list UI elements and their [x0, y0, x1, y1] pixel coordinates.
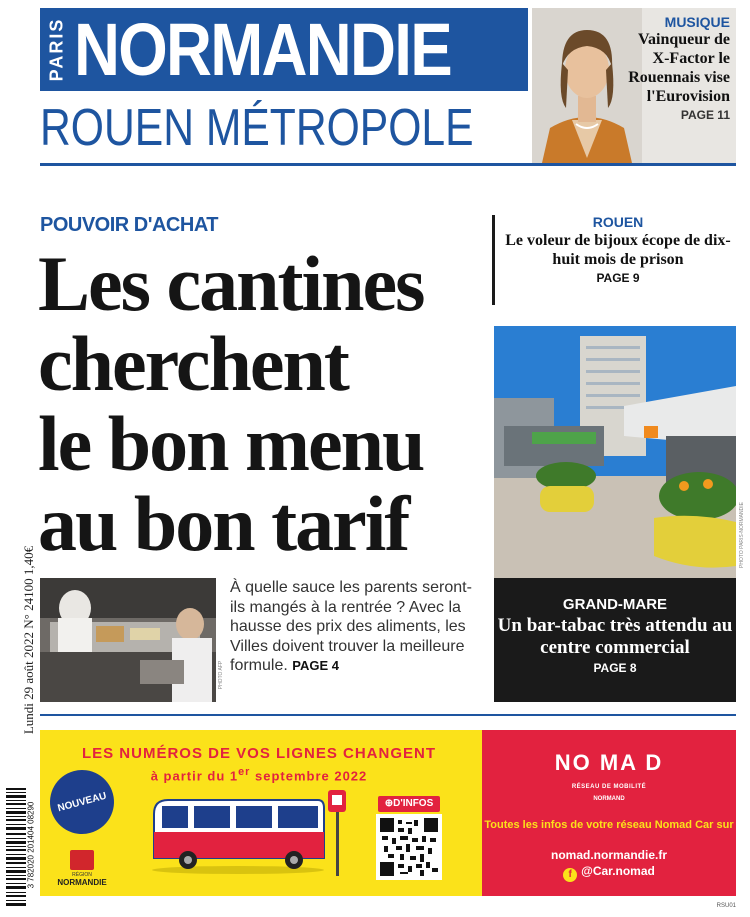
masthead-title: NORMANDIE	[74, 8, 451, 91]
bus-icon	[148, 792, 328, 874]
grand-mare-page: PAGE 8	[593, 661, 637, 675]
barcode-number: 3 782020 201404 08290	[26, 801, 36, 889]
masthead-logo[interactable]	[40, 8, 528, 91]
story-photo-credit: PHOTO AFP	[218, 660, 224, 690]
cantine-photo	[40, 578, 216, 702]
standfirst-page: PAGE 4	[292, 658, 339, 673]
rouen-title: Le voleur de bijoux écope de dix-huit mois de prison	[505, 232, 731, 268]
teaser-title[interactable]: Vainqueur de X-Factor le Rouennais vise l'Eurovision	[628, 31, 730, 105]
grand-mare-kicker: GRAND-MARE	[562, 596, 668, 613]
masthead-paris: PARIS	[46, 17, 67, 82]
barcode	[6, 786, 28, 908]
rouen-page: PAGE 9	[596, 271, 640, 285]
ad-headline: LES NUMÉROS DE VOS LIGNES CHANGENT	[81, 745, 437, 762]
page-code: RSU01	[716, 903, 736, 909]
nomad-tagline-2: NORMAND	[593, 796, 625, 802]
teaser-kicker: MUSIQUE	[664, 14, 730, 30]
grand-mare-photo	[494, 326, 736, 578]
headline-line: cherchent	[38, 320, 348, 407]
nomad-logo: NO MA D	[554, 750, 664, 775]
top-teaser[interactable]	[532, 8, 736, 163]
nomad-social[interactable]: f @Car.nomad	[482, 864, 736, 882]
issue-date-line: Lundi 29 août 2022 N° 24100 1,40€	[21, 545, 36, 735]
main-headline[interactable]	[38, 240, 488, 567]
nomad-advertisement[interactable]	[40, 730, 736, 896]
bus-stop-icon	[326, 788, 348, 876]
headline-line: le bon menu	[38, 400, 424, 487]
standfirst-text: À quelle sauce les parents seront-ils mangés à la rentrée ? Avec la hausse des prix des aliments, les Villes doivent trouver la meilleure formule.	[230, 579, 472, 674]
rouen-kicker: ROUEN	[592, 214, 644, 230]
grand-mare-brief[interactable]	[494, 578, 736, 702]
nomad-url[interactable]: nomad.normandie.fr	[550, 848, 667, 862]
qr-code[interactable]	[376, 814, 442, 880]
teaser-page: PAGE 11	[680, 108, 730, 122]
nomad-info: Toutes les infos de votre réseau Nomad Car sur	[484, 819, 734, 831]
region-normandie-logo: RÉGION NORMANDIE	[52, 850, 112, 887]
facebook-icon: f	[563, 868, 577, 882]
ad-divider	[40, 714, 736, 716]
masthead-divider	[40, 163, 736, 166]
rouen-divider	[492, 215, 495, 305]
headline-line: au bon tarif	[38, 480, 409, 567]
rouen-brief[interactable]	[500, 214, 736, 285]
nouveau-badge: NOUVEAU	[43, 763, 121, 841]
main-standfirst[interactable]	[230, 578, 485, 676]
ad-subheadline: à partir du 1er septembre 2022	[150, 766, 368, 784]
grand-mare-title: Un bar-tabac très attendu au centre commercial	[497, 615, 733, 658]
headline-line: Les cantines	[38, 240, 424, 327]
grand-mare-photo-credit: PHOTO PARIS-NORMANDIE	[739, 502, 745, 568]
lions-icon	[70, 850, 94, 870]
edition-title: ROUEN MÉTROPOLE	[40, 99, 474, 157]
infos-label: ⊕D'INFOS	[378, 796, 440, 812]
main-kicker: POUVOIR D'ACHAT	[40, 214, 218, 236]
nomad-panel	[482, 730, 736, 896]
nomad-tagline: RÉSEAU DE MOBILITÉ	[571, 784, 647, 790]
